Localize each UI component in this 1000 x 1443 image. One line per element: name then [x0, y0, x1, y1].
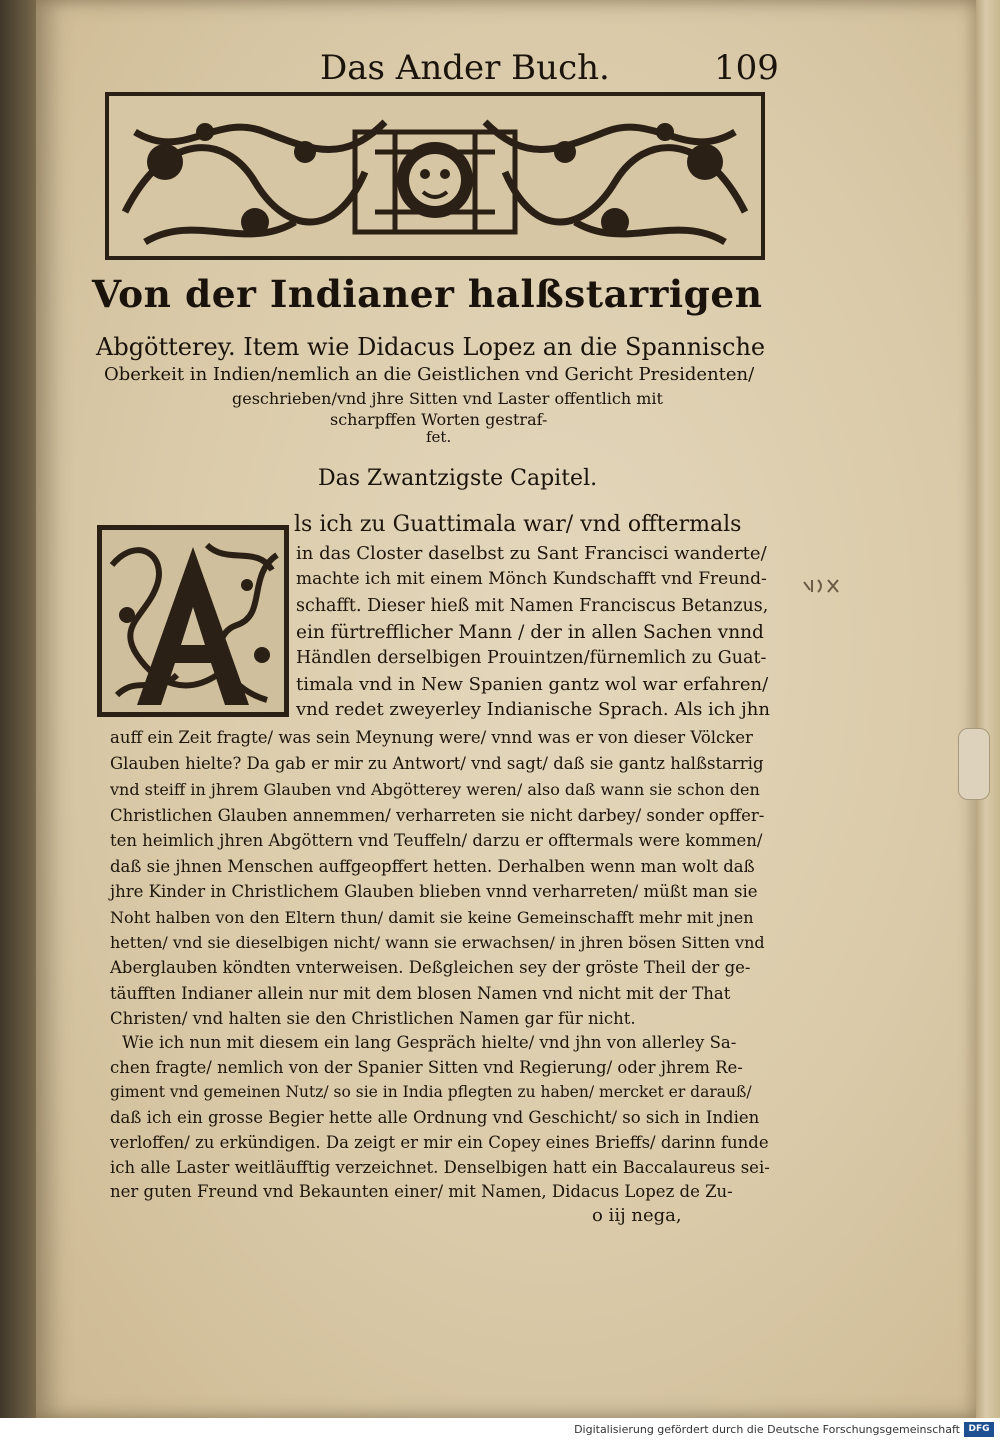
title-line-4: geschrieben/vnd jhre Sitten vnd Laster offentlich mit	[232, 389, 663, 408]
body-line-23: giment vnd gemeinen Nutz/ so sie in India pflegten zu haben/ mercket er darauß/	[110, 1083, 752, 1101]
page-number: 109	[714, 48, 779, 88]
dfg-logo: DFG	[964, 1422, 994, 1437]
body-line-24: daß ich ein grosse Begier hette alle Ordnung vnd Geschicht/ so sich in Indien	[110, 1108, 760, 1127]
body-line-5: ein fürtrefflicher Mann / der in allen Sachen vnnd	[296, 622, 764, 643]
body-line-16: Noht halben von den Eltern thun/ damit sie keine Gemeinschafft mehr mit jnen	[110, 908, 754, 927]
decorated-initial-a	[97, 525, 289, 717]
body-line-6: Händlen derselbigen Prouintzen/fürnemlich zu Guat-	[296, 648, 767, 668]
body-line-3: machte ich mit einem Mönch Kundschafft vnd Freund-	[296, 569, 767, 589]
body-line-7: timala vnd in New Spanien gantz wol war erfahren/	[296, 674, 769, 695]
body-line-19: täufften Indianer allein nur mit dem blosen Namen vnd nicht mit der That	[110, 984, 731, 1003]
body-line-27: ner guten Freund vnd Bekaunten einer/ mit Namen, Didacus Lopez de Zu-	[110, 1182, 733, 1201]
page-edge	[976, 0, 1000, 1418]
title-line-2: Abgötterey. Item wie Didacus Lopez an die Spannische	[96, 333, 766, 361]
body-line-1: ls ich zu Guattimala war/ vnd offtermals	[294, 512, 742, 537]
footer-credit: Digitalisierung gefördert durch die Deutsche Forschungsgemeinschaft	[574, 1423, 960, 1436]
body-line-11: vnd steiff in jhrem Glauben vnd Abgötterey weren/ also daß wann sie schon den	[110, 780, 760, 799]
body-line-2: in das Closter daselbst zu Sant Francisci wanderte/	[296, 543, 767, 564]
body-line-17: hetten/ vnd sie dieselbigen nicht/ wann sie erwachsen/ in jhren bösen Sitten vnd	[110, 933, 765, 952]
body-line-12: Christlichen Glauben annemmen/ verharreten sie nicht darbey/ sonder opffer-	[110, 806, 765, 825]
title-line-3: Oberkeit in Indien/nemlich an die Geistlichen vnd Gericht Presidenten/	[104, 364, 755, 385]
body-line-9: auff ein Zeit fragte/ was sein Meynung were/ vnnd was er von dieser Völcker	[110, 728, 753, 747]
body-line-10: Glauben hielte? Da gab er mir zu Antwort/ vnd sagt/ daß sie gantz halßstarrig	[110, 754, 764, 773]
body-line-4: schafft. Dieser hieß mit Namen Franciscus Betanzus,	[296, 596, 769, 616]
body-line-18: Aberglauben köndten vnterweisen. Deßgleichen sey der gröste Theil der ge-	[110, 958, 751, 977]
woodcut-headpiece-ornament	[105, 92, 765, 260]
body-line-25: verloffen/ zu erkündigen. Da zeigt er mir ein Copey eines Brieffs/ darinn funde	[110, 1133, 769, 1152]
body-line-15: jhre Kinder in Christlichem Glauben blieben vnnd verharreten/ müßt man sie	[110, 882, 758, 901]
signature-catchword: o iij nega,	[592, 1205, 682, 1226]
title-line-6: fet.	[426, 428, 452, 446]
body-line-14: daß sie jhnen Menschen auffgeopffert hetten. Derhalben wenn man wolt daß	[110, 857, 755, 876]
body-line-21: Wie ich nun mit diesem ein lang Gespräch hielte/ vnd jhn von allerley Sa-	[122, 1033, 737, 1052]
body-line-13: ten heimlich jhren Abgöttern vnd Teuffeln/ darzu er offtermals were kommen/	[110, 831, 763, 850]
body-line-20: Christen/ vnd halten sie den Christlichen Namen gar für nicht.	[110, 1009, 636, 1028]
title-line-1: Von der Indianer halßstarrigen	[92, 272, 763, 316]
chapter-heading: Das Zwantzigste Capitel.	[318, 466, 598, 491]
marginal-ink-mark	[800, 574, 844, 598]
body-line-8: vnd redet zweyerley Indianische Sprach. Als ich jhn	[296, 699, 770, 720]
page-clip	[958, 728, 990, 800]
running-head: Das Ander Buch.	[320, 48, 610, 88]
body-line-22: chen fragte/ nemlich von der Spanier Sitten vnd Regierung/ oder jhrem Re-	[110, 1058, 743, 1077]
body-line-26: ich alle Laster weitläufftig verzeichnet. Denselbigen hatt ein Baccalaureus sei-	[110, 1158, 770, 1177]
title-line-5: scharpffen Worten gestraf-	[330, 410, 548, 429]
